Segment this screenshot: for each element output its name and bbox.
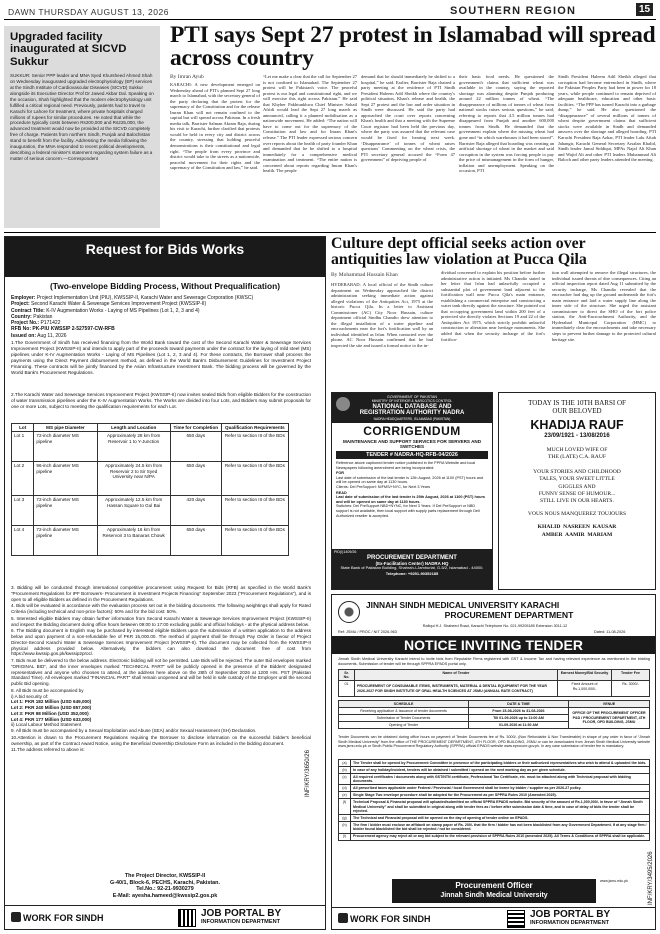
sukkur-story: [4, 26, 160, 228]
bids-paras: [11, 585, 311, 753]
bids-para: ii) Local Labour Method Statement: [11, 722, 82, 728]
bids-field: Country: Pakistan: [11, 313, 53, 320]
bids-side-code: INF/KRY/3650/26: [305, 750, 311, 797]
bids-para: 5. Interested eligible Bidders may obtain further information from Second Karachi Water & Sewerage Services Improvement Project (KWSSIP-II) and inspect the Bidding document during office hours between 09:00 to 17:00 excluding public and official holidays - at the physical address below.: [11, 615, 311, 627]
masthead-rule: [4, 19, 656, 20]
table-row: (h) The firm / bidder must enclose an affidavit on stamp paper of Rs. 200/- that the firm / bidder has not been blacklisted from any Government Department. If at any stage firm / bidder found blacklisted the bid shall be rejected / not be considered.: [339, 822, 650, 833]
bids-para-1: 1.The Government of Sindh has received financing from the World Bank toward the cost of the Second Karachi Water & Sewerage Services Improvement Project (KWSSIP-II) and intends to apply part of the proceeds toward payments under the contract for the laying of mild steel (MS) pipelines under K-IV Augmentation Works - Laying of MS Pipelines (Lot 1, 2, 3 and 4). For these contracts, the Borrower shall process the payments using the Direct Payment disbursement method, as defined in the World Bank's Disbursement Guidelines for Investment Project Financing. These contracts will be jointly financed by the Asian Infrastructure Investment Bank. The bidding process will be governed by the World Bank's Procurement Regulations.: [11, 340, 311, 375]
bids-para: 3. Bidding will be conducted through international competitive procurement using Request for Bids (RFB) as specified in the World Bank's “Procurement Regulations for IPF Borrowers- Procurement in Investment Projects Financing” September 2023 (“Procurement Regulations”), and is open to all eligible Bidders as defined in the Procurement Regulations.: [11, 585, 311, 602]
pti-col-3: demand that he should immediately be shifted to a hospital,” he said. Earlier, Barrister Raja chaired a party meeting at the residence of PTI Sindh President Haleem Adil Sheikh where the country's political situation, Khan's release and health, the Sept 27 protest and the law and order situation in Sindh were discussed. He said the party had approached the court over reports concerning Khan's health and that a meeting with the Supreme Court registrar had been held the previous day, where the party was assured that the relevant case would be fixed for hearing next week. ‘Disappearance’ of tonnes of wheat raises questions’ Commenting on the wheat crisis, the PTI secretary general accused the “Form 47 government” of depriving people of: [361, 74, 455, 163]
job-portal-logo: JOB PORTAL BY INFORMATION DEPARTMENT: [530, 909, 611, 926]
jsmu-side-code: INF/KRY/3495/2026: [648, 851, 654, 905]
bids-title: Request for Bids Works: [85, 241, 245, 257]
jsmu-officer-bar: [392, 879, 596, 903]
table-row: (c) All required certificates / documents along with GST/NTN certificate, Professional Tax Certificate, etc. must be attached along with Technical proposal with bidding documents.: [339, 774, 650, 785]
bids-field: Issued on: Aug 11, 2026: [11, 332, 67, 339]
corrigendum-subtitle: MAINTENANCE AND SUPPORT SERVICES FOR SERVERS AND SWITCHES: [342, 439, 482, 450]
notice-banner: NOTICE INVITING TENDER: [332, 636, 655, 654]
jsmu-web: www.jsmu.edu.pk: [600, 879, 628, 883]
bids-footer: [5, 905, 325, 929]
pucca-headline: Culture dept official seeks action over antiquities law violation at Pucca Qila: [331, 235, 587, 269]
nadra-tender-no: TENDER # NADRA-HQ-RFB-04/2026: [336, 451, 488, 459]
memorial-line: GIGGLES AND: [558, 483, 596, 490]
pti-col-2: “Let me make a clear that the call for September 27 is not confined to Islamabad. The September 27 protest will be Pakistan's voice. The peaceful protest is our legal and constitutional right, and we will exercise this right across Pakistan.” He said that Khyber Pakhtunkhwa Chief Minister Sohail Afridi would lead the Sept 27 long march as announced, calling it a planned mobilisation as a nationwide movement. He added: “The nation will have to come out for the supremacy of the Constitution and law and for Imran Khan's release.” The PTI leader expressed serious concern over reports about the health of party founder Khan and demanded that he be shifted to a hospital immediately for a comprehensive medical examination and treatment. “The entire nation is concerned about reports regarding Imran Khan's health. The people: [263, 74, 357, 174]
bids-field: Project No.: P171422: [11, 320, 61, 327]
memorial-line: STILL LIVE IN OUR HEARTS.: [540, 498, 614, 505]
jsmu-org: JINNAH SINDH MEDICAL UNIVERSITY KARACHI: [366, 600, 560, 610]
memorial-name: KHADIJA RAUF: [530, 417, 624, 432]
memorial-line: TALES, YOUR SWEET LITTLE: [539, 476, 615, 483]
bid-security: Lot 2: PKR 240 Million (USD 857,000): [11, 705, 92, 710]
nadra-emblem-icon: [336, 397, 350, 411]
pti-col-5: Sindh President Haleem Adil Sheikh alleged that corruption had become entrenched in Sindh, where the Pakistan Peoples Party had been in power for 18 years, while people continued to remain deprived of adequate healthcare, education and other basic facilities. “The PPP has turned Karachi into a garbage dump,” he said. He also questioned the “disappearance” of several millions of tonnes of wheat despite government claims that sufficient stocks were available in Sindh and demanded answers over the shortage and alleged hoarding. PTI Karachi President Raja Azhar, PTI leader Lalu Aftab Jahangir, Karachi General Secretary Arsalan Khalid, Sindh leader Jamal Siddiqui, MPAs Najaf Ali Khan and Wajid Ali and other PTI leaders Muhammad Ali Baloch and other party leaders attended the meeting.: [558, 74, 656, 163]
pucca-col-2: dividual concerned to explain his position before further administrative action is initiated. Ms Chandio stated in her letter that Irfan had unlawfully occupied a substantial plot of government land adjacent to the fortification wall near Pucca Qila's main entrance, establishing a commercial enterprise and constructing a water tank directly against the structure. She pointed out that occupying government land within 200 feet of a protected site directly violates Sections 19 and 22 of the Antiquities Act 1975, which strictly prohibit unlawful construction or alteration near heritage monuments. She added that when the security incharge of the fort's fortifica-: [441, 270, 545, 342]
sukkur-body: SUKKUR: Senior PPP leader and MNA Syed Khursheed Ahmed Shah on Wednesday inaugurated upgraded electrophysiology (EP) services at the Sindh Institute of Cardiovascular Diseases (SICVD) Sukkur alongside its Executive Director Prof Dr Jawed Akbar Dal. Speaking on the occasion, Shah highlighted that the modern electrophysiology unit fulfilled a critical regional need. Previously, patients had to travel to Karachi for Lahore for treatment, where private hospitals charged millions of rupees for similar procedures. He noted that while the procedure typically costs between Rs200,000 and Rs225,000, the advanced treatment would now be provided at the SICVD completely free of charge. Patients from northern Sindh, Punjab and Balochistan stand to benefit from the facility. Addressing the media following the inauguration, the MNA responded to recent political developments, describing a federal minister's statement regarding system failure as a matter of serious concern.—Correspondent: [10, 73, 154, 161]
bids-ad: [4, 236, 326, 930]
bids-para: 6. The Bidding document in English may be purchased by interested eligible Bidders upon the submission of a written application to the address below and upon payment of a non-refundable fee of PKR 15,000.00. The method of payment shall be through Pay Order in favour of Project Director-Second Karachi Water & Sewerage Services Improvement Project (KWSSIP-II). The document may be collected from the KWSSIP-II physical address provided below. Alternatively, the bidders can also download the document free of cost from https://www.kwssip.gos.pk/kwssip2proc/.: [11, 628, 311, 657]
table-row: Lot 4 72-inch diameter MS pipeline Approximately 16 km from Reservoir 3 to Banaras Chowk 650 days Refer to section III of the BDs: [12, 526, 289, 556]
jsmu-intro: Jinnah Sindh Medical University Karachi intend to invite bids from Reputable Firms registered with GST & Income Tax and having relevant experience as mentioned in the bidding documents. Submission of tender will be through SPPRA EPADS portal only.: [338, 657, 650, 666]
bid-security: Lot 1: PKR 182 Million (USD 649,000): [11, 699, 92, 705]
bids-para: 7. Bids must be delivered to the below address. Electronic bidding will not be permitted. Late Bids will be rejected. The outer Bid envelopes marked “ORIGINAL BID”, and the inner envelopes marked “TECHNICAL PART” will be publicly opened in the presence of the Bidders' designated representatives and anyone who chooses to attend, at the address here above on the 28th of September 2026 at 1200 Hrs. PST (Pakistan Standard Time). All envelopes marked “FINANCIAL PART” shall remain unopened and will be held in safe custody of the Employer until the second public Bid opening.: [11, 658, 311, 686]
memorial-names: KHALID NASREEN KAUSAR: [537, 524, 617, 531]
table-row: 01 PROCUREMENT OF CONSUMABLE ITEMS, INSTRUMENTS, MATERIAL & DENTAL EQUIPMENT FOR THE YEAR 2026-2027 FOR SINDH INSTITUTE OF ORAL HEALTH SCIENCES AT JSMU (ANNUAL RATE CONTRACT) Fixed Amount of Rs.1,000,000/- Rs. 3000/-: [339, 681, 650, 697]
work-for-sindh-logo: WORK FOR SINDH: [11, 912, 104, 923]
table-row: Lot 2 96-inch diameter MS pipeline Approximately 24.5 km from Reservoir 2 to Sir Syed University near N/PA 650 days Refer to section III of the BDs: [12, 462, 289, 496]
pti-col-1: KARACHI: A new development emerged on Wednesday ahead of PTI's planned Sept 27 long march to Islamabad, with the secretary general of the party declaring that the protest for the supremacy of the Constitution and for the release Imran Khan will not remain confined to the capital but will spread across Pakistan. In a fresh media talk, Barrister Salman Akram Raja, during his visit to Karachi, further clarified that protests would be held in every city and district across the country, stressing that holding peaceful demonstrations is their constitutional and legal right. “The people from every province and district would take to the streets as a nationwide, peaceful movement for their rights and the supremacy of the Constitution and law,” he said.: [170, 82, 260, 171]
table-row: (d) All prescribed taxes applicable under Federal / Provincial / local Government shall be borne by bidder / supplier as per 2026-27 policy.: [339, 785, 650, 792]
table-row: Lot 1 72-inch diameter MS pipeline Approximately 28 km from Reservoir 1 to Y-Junction 650 days Refer to section III of the BDs: [12, 432, 289, 462]
jsmu-footer: [332, 907, 655, 929]
qr-code-icon: [508, 911, 524, 927]
pti-col-4: their basic food needs. He questioned the government's claims that sufficient wheat was available in the country, saying the reported shortage was alarming despite Punjab producing around 22 million tonnes of wheat. “The disappearance of millions of tonnes of wheat from national stocks raises serious questions,” he said, referring to reports that 4.5 million tonnes had disappeared from Punjab and another 600,000 tonnes from Sindh. He demanded that the government explain where the missing wheat had gone and “in which warehouses it had been stored”. Barrister Raja alleged that hoarding was creating an artificial shortage of wheat in the market and said corruption in the system was forcing people to pay the price of mismanagement in the form of hunger, inflation and unemployment. Speaking on the occasion, PTI: [459, 74, 554, 174]
nadra-ad: [331, 392, 493, 590]
qr-code-icon: [179, 910, 195, 926]
section-divider: [4, 232, 656, 233]
lots-table: [11, 423, 289, 556]
lots-header-cell: MS pipe Diameter: [34, 424, 97, 432]
bids-para: 9. All Bids must be accompanied by a Sexual Exploitation and Abuse (SEA) and/or Sexual Harassment (SH) Declaration.: [11, 728, 257, 733]
table-row: (g) The Technical and Financial proposal will be opened on the day of opening of tender online on EPADS.: [339, 815, 650, 822]
pucca-byline: By Mohammad Hussain Khan: [331, 272, 398, 278]
table-row: Opening of Tender 01-09-2026 at 11:30 AM: [339, 722, 650, 729]
bid-security: Lot 3: PKR 98 Million (USD 352,000): [11, 710, 89, 716]
masthead-section: SOUTHERN REGION: [450, 5, 577, 17]
jsmu-logo-icon: [338, 601, 360, 623]
jsmu-address: Rafiqui H.J. Shaheed Road, Karachi Telephone No. 021-99205185 Extension 3011-12: [422, 624, 568, 628]
jsmu-date: Dated: 11-08-2026: [594, 630, 626, 634]
nadra-header: GOVERNMENT OF PAKISTAN MINISTRY OF INTERIOR & NARCOTICS CONTROL NATIONAL DATABASE AND REGISTRATION AUTHORITY NADRA NADRA HEADQUARTERS, ISLAMABAD (PAKISTAN): [332, 393, 492, 423]
memorial-ad: [498, 392, 656, 590]
jsmu-dept: PROCUREMENT DEPARTMENT: [444, 610, 574, 620]
jsmu-schedule-table: SCHEDULE DATE & TIME VENUE Receiving application & Issuance of tender documents From 15-08-2026 to 31-08-2026 OFFICE OF THE PROCUREMENT OFFICER P&D / PROCUREMENT DEPARTMENT, 4TH FLOOR, OPD BUILDING, JSMU Submission of Tender Documents Till 01-09-2026 up to 11:00 AM Opening of Tender 01-09-2026 at 11:30 AM: [338, 700, 650, 729]
bids-para: 4. Bids will be evaluated in accordance with the evaluation process set out in the bidding documents. The following weightings shall apply for Rated Criteria (including technical and non-price factors): 50% and for the bid cost: 50%.: [11, 603, 311, 614]
sukkur-headline: Upgraded facility inaugurated at SICVD Sukkur: [10, 31, 127, 68]
nadra-footer: PID(I)1409/26 PROCUREMENT DEPARTMENT (Ex-Facilitation Center) NADRA HQ State Bank of Pakistan Building, Shahrah-i-Jamhuriat, G-5/2, Islamabad - 44000. Telephone: +9251-90352185: [332, 549, 492, 589]
masthead-dateline: DAWN THURSDAY AUGUST 13, 2026: [8, 7, 169, 17]
work-for-sindh-logo: WORK FOR SINDH: [338, 913, 431, 924]
bids-para: 10.Attention is drawn to the Procurement Regulations requiring the Borrower to disclose information on the successful bidder's beneficial ownership, as part of the Contract Award Notice, using the Beneficial Ownership Disclosure Form as included in the bidding document.: [11, 734, 311, 746]
bids-para: 11.The address referred to above is:: [11, 747, 85, 753]
bids-field: Contract Title: K-IV Augmentation Works - Laying of MS Pipelines (Lot 1, 2, 3 and 4): [11, 307, 200, 314]
page-number: 15: [636, 3, 653, 16]
bids-subtitle: (Two-envelope Bidding Process, Without Prequalification): [49, 281, 281, 291]
memorial-line: YOUR STORIES AND CHILDHOOD: [533, 469, 621, 476]
bids-para: i) A bid security of:: [11, 693, 49, 699]
lots-header-cell: Lot: [12, 424, 34, 432]
bids-field: RFB No: PK-PIU KWSSIP 2-527597-CW-RFB: [11, 326, 115, 333]
logo-icon: [11, 912, 21, 922]
table-row: Submission of Tender Documents Till 01-09-2026 up to 11:00 AM: [339, 715, 650, 722]
nadra-body: Reference above captioned tender notice published in the PPRA Website and local Newspapers following amendment are being incorporated: FOR Last date of submission of the last tender is 12th August, 2026 at 1100 (PST) hours and will be opened on same day at 1130 hours. Clients: Del PreSupport: NIFMS/+NYC, for Next 3 Years READ Last date of submission of the last tender is 25th August, 2026 at 1100 (PST) hours and will be opened on same day at 1130 hours. Switches: Del PreSupport NBD+NYNC, for Next 3 Years. If Del PreSupport or NBD support is not available, then local support with supply parts replacement through Dell Authorized reseller is accepted.: [336, 461, 486, 518]
table-row: (b) In case of any holiday/incident, tenders will be obtained / submitted / opened on the next working day as per given schedule.: [339, 767, 650, 774]
memorial-intro: TODAY IS THE 10TH BARSI OF OUR BELOVED: [528, 399, 626, 416]
bids-field: Employer: Project Implementation Unit (PIU), KWSSIP-II, Karachi Water and Sewerage Corporation (KWSC): [11, 295, 254, 301]
table-row: (i) Procurement agency may reject all or any bid subject to the relevant provision of SPPRA Rules 2010 (amended 2025). All Terms & Conditions of SPPRA shall be applicable.: [339, 833, 650, 840]
lots-header-cell: Time for Completion: [170, 424, 221, 432]
pti-headline: PTI says Sept 27 protest in Islamabad will spread across country: [170, 22, 656, 71]
masthead: [0, 0, 660, 22]
table-row: Lot 3 72-inch diameter MS pipeline Approximately 12.5 km from Hassan Square to Gul Bai 420 days Refer to section III of the BDs: [12, 496, 289, 526]
memorial-line: THE (LATE) C.A. RAUF: [548, 454, 606, 461]
corrigendum-title: CORRIGENDUM: [363, 424, 461, 438]
jsmu-officer: Procurement Officer: [455, 881, 533, 890]
bid-security: Lot 4: PKR 177 Million (USD 633,000): [11, 716, 92, 722]
jsmu-ad: [331, 594, 656, 930]
pti-byline: By Imran Ayub: [170, 74, 204, 80]
lots-header-cell: Qualification Requirements: [221, 424, 288, 432]
pucca-col-3: tion wall attempted to remove the illegal structures, the individual issued threats of dire consequences. Citing an official inspection report dated Aug 11 submitted by the security incharge, Ms Chandio revealed that the encroacher had dug up the ground underneath the fort's main entrance and laid a water supply line along the inner side of the structure. She urged the assistant commissioner to direct the SHO of the fort police station, the Anti-Encroachment Authority, and the Hyderabad Municipal Corporation (HMC) to immediately clear the encroachments and take necessary steps to prevent further damage to the protected cultural heritage site.: [552, 270, 656, 342]
memorial-line: MUCH LOVED WIFE OF: [546, 446, 608, 453]
jsmu-ref: Ref: JSMU / PROC / NIT 2026-963: [338, 630, 397, 634]
table-row: (a) The Tender shall be opened by Procurement Committee in presence of the participating bidders or their authorized representatives who wish to attend & uploaded the bids.: [339, 760, 650, 767]
jsmu-terms-table: [338, 759, 650, 841]
memorial-dates: 23/09/1921 - 13/08/2016: [544, 432, 610, 439]
bids-para-2: 2.The Karachi Water and Sewerage Services Improvement Project (KWSSIP-II) now invites sealed Bids from eligible Bidders for the construction of water transmission pipelines under the K-IV Augmentation Works. The Works are divided into four Lots, and Bidders may submit proposals for one or more Lots, subject to meeting the qualification requirements for each Lot.: [11, 392, 311, 409]
memorial-line: FUNNY SENSE OF HUMOUR...: [538, 490, 616, 497]
bids-fields: [11, 295, 311, 339]
logo-icon: [338, 913, 348, 923]
jsmu-mid-text: Tender Documents can be obtained during office hours on payment of Tender Documents fee of Rs. 3000/- (Non Refundable & Non Transferable) in shape of pay order in favor of “Jinnah Sindh Medical University” from the office of THE PROCUREMENT DEPARTMENT, 4TH FLOOR, OPD BUILDING, JSMU or can be downloaded from Jinnah Sindh Medical University website www.jsmu.edu.pk or Sindh Public Procurement Regulatory Authority (SPPRA) official EPADS website www.eprocure.gov.pk. In any case submission of tender fee is mandatory.: [338, 735, 650, 748]
jsmu-tender-table: Sr. No. Name of Tender Earnest Money/Bid Security Tender Fee 01 PROCUREMENT OF CONSUMABLE ITEMS, INSTRUMENTS, MATERIAL & DENTAL EQUIPMENT FOR THE YEAR 2026-2027 FOR SINDH INSTITUTE OF ORAL HEALTH SCIENCES AT JSMU (ANNUAL RATE CONTRACT) Fixed Amount of Rs.1,000,000/- Rs. 3000/-: [338, 669, 650, 697]
bids-address: The Project Director, KWSSIP-II G-40/1, Block-6, PECHS, Karachi, Pakistan. Tel.No.: 92-21-9930279 E-Mail: ayesha.hameed@kwssip2.gos.pk: [110, 873, 220, 899]
memorial-names: AMBER AAMIR MARIAM: [541, 531, 613, 538]
table-row: (f) Technical Proposal & Financial proposal will uploaded/submitted on official SPPRA EPADS website. Bid security of the amount of Rs.1,000,000/- in favor of “Jinnah Sindh Medical University” and shall be submitted in original along with tender fees as / before after submission date & time, and in case of delay of bids the tender shall be rejected.: [339, 799, 650, 815]
pucca-col-1: HYDERABAD: A local official of the Sindh culture department on Wednesday approached the district administration seeking immediate action against alleged violations of the Antiquities Act, 1975 at the historic Pucca Qila. In a letter to Assistant Commissioner (AC) City Noor Hussain, culture department official Sindhu Chandio drew attention to the illegal installation of a water pipeline and encroachments near the fort's fortification wall by an individual identified as Irfan. When contacted over the phone, AC Noor Hussain confirmed that he had inspected the site and issued a formal notice to the in-: [331, 282, 433, 349]
table-row: Receiving application & Issuance of tender documents From 15-08-2026 to 31-08-2026 OFFICE OF THE PROCUREMENT OFFICER P&D / PROCUREMENT DEPARTMENT, 4TH FLOOR, OPD BUILDING, JSMU: [339, 708, 650, 715]
table-row: (e) Single Stage Two envelope procedure shall be adopted for the Procurement as per SPPRA Rules 2010 (Amended 2025).: [339, 792, 650, 799]
memorial-line: VOUS NOUS MANQUEREZ TOUJOURS: [527, 511, 627, 518]
lots-header-cell: Length and Location: [97, 424, 170, 432]
jsmu-officer-org: Jinnah Sindh Medical University: [440, 892, 548, 899]
bids-field: Project: Second Karachi Water & Sewerage Services Improvement Project (KWSSIP-II): [11, 301, 207, 308]
job-portal-logo: JOB PORTAL BY INFORMATION DEPARTMENT: [201, 908, 282, 925]
bids-para: 8. All Bids must be accompanied by: [11, 687, 84, 693]
